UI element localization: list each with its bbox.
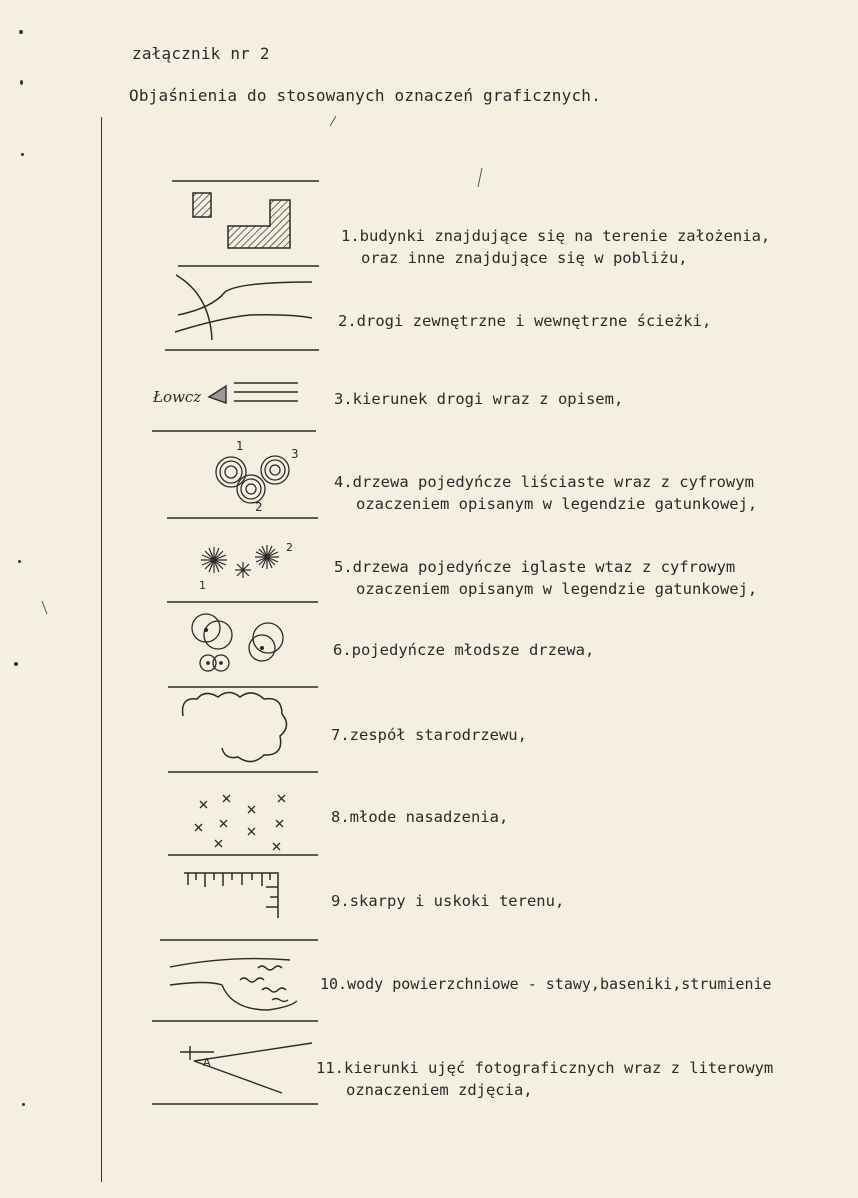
legend-item xyxy=(334,388,623,410)
legend-text: oraz inne znajdujące się w pobliżu, xyxy=(361,249,688,267)
legend-text: 7.zespół starodrzewu, xyxy=(331,726,527,744)
deciduous-tree-symbol xyxy=(216,456,289,503)
coniferous-tree-symbol xyxy=(201,545,279,578)
legend-text: 9.skarpy i uskoki terenu, xyxy=(331,892,565,910)
road-direction-label: Łowcz xyxy=(153,388,202,406)
photo-letter: A xyxy=(203,1056,211,1069)
legend-item xyxy=(338,310,711,332)
legend-item xyxy=(334,556,757,600)
road-direction-symbol xyxy=(152,383,298,406)
roads-symbol xyxy=(175,275,312,340)
legend-item xyxy=(331,806,508,828)
page-title: Objaśnienia do stosowanych oznaczeń graficznych. xyxy=(129,86,601,105)
legend-text: ozaczeniem opisanym w legendzie gatunkowej, xyxy=(356,580,758,598)
young-plantings-symbol xyxy=(195,795,285,850)
building-symbol xyxy=(193,193,290,248)
attachment-label: załącznik nr 2 xyxy=(132,44,270,63)
legend-item xyxy=(334,471,757,515)
tree-number: 1 xyxy=(199,579,206,592)
legend-text: 4.drzewa pojedyńcze liściaste wraz z cyfrowym xyxy=(334,473,754,491)
young-tree-symbol xyxy=(192,614,283,671)
tree-number: 2 xyxy=(255,500,263,514)
old-growth-stand-symbol xyxy=(183,693,287,762)
tree-number: 2 xyxy=(286,541,293,554)
legend-text: 1.budynki znajdujące się na terenie założenia, xyxy=(341,227,771,245)
legend-text: 10.wody powierzchniowe - stawy,baseniki,strumienie xyxy=(320,975,772,993)
tree-number: 3 xyxy=(291,447,299,461)
stray-marks xyxy=(42,116,482,614)
surface-water-symbol xyxy=(170,959,297,1010)
legend-item xyxy=(331,724,527,746)
legend-item xyxy=(320,973,772,995)
legend-text: ozaczeniem opisanym w legendzie gatunkowej, xyxy=(356,495,758,513)
legend-text: 5.drzewa pojedyńcze iglaste wtaz z cyfrowym xyxy=(334,558,736,576)
tree-number: 1 xyxy=(236,439,244,453)
legend-text: oznaczeniem zdjęcia, xyxy=(346,1081,533,1099)
legend-item xyxy=(331,890,564,912)
legend-text: 3.kierunek drogi wraz z opisem, xyxy=(334,390,624,408)
slope-symbol xyxy=(184,873,278,918)
photo-direction-symbol xyxy=(180,1043,312,1093)
legend-item xyxy=(333,639,594,661)
legend-text: 11.kierunki ujęć fotograficznych wraz z literowym xyxy=(316,1059,774,1077)
legend-text: 2.drogi zewnętrzne i wewnętrzne ścieżki, xyxy=(338,312,712,330)
legend-text: 6.pojedyńcze młodsze drzewa, xyxy=(333,641,595,659)
legend-text: 8.młode nasadzenia, xyxy=(331,808,509,826)
legend-item xyxy=(341,225,770,269)
legend-item xyxy=(316,1057,773,1101)
